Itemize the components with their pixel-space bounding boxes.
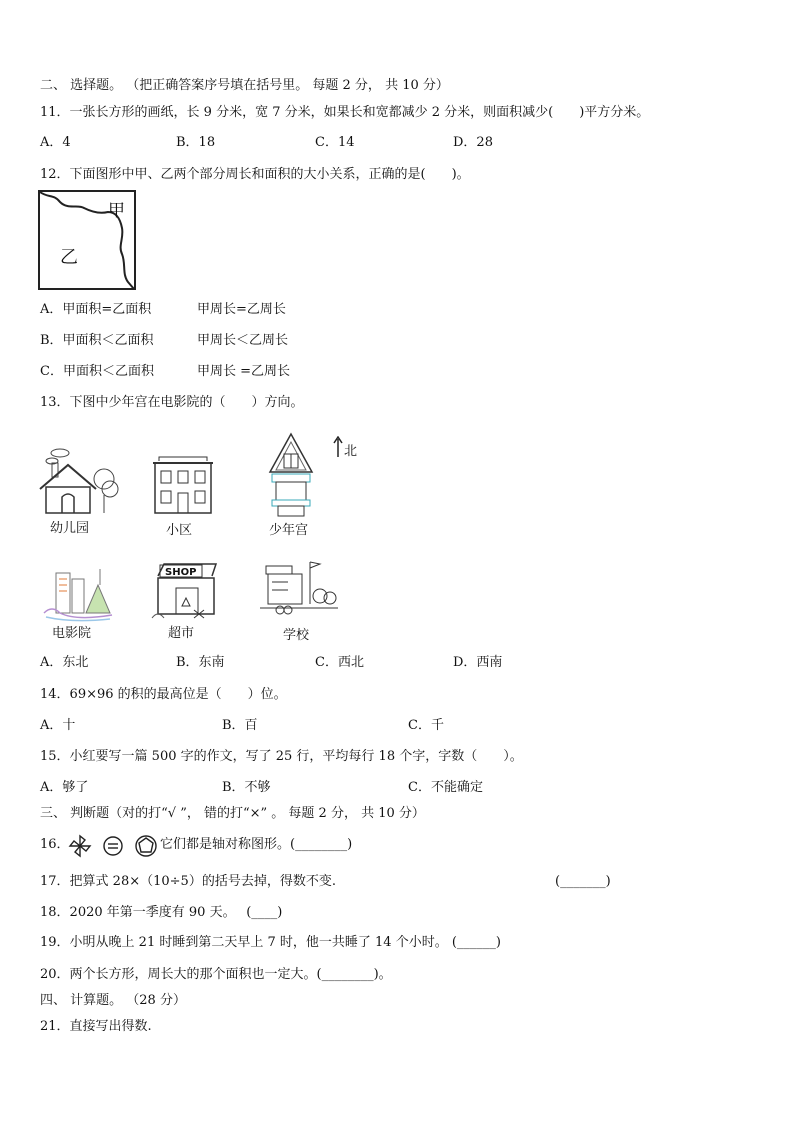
q15-option-a: A．够了	[40, 780, 89, 795]
q12-option-a-area: A．甲面积=乙面积	[40, 302, 152, 317]
circle-lines-icon	[104, 837, 122, 855]
q11-option-d: D．28	[453, 135, 493, 150]
cinema-icon	[42, 565, 114, 623]
section-4-title: 四、 计算题。 （28 分）	[40, 993, 186, 1008]
kindergarten-icon	[38, 445, 120, 515]
shop-sign: SHOP	[165, 567, 197, 578]
kindergarten-label: 幼儿园	[50, 521, 90, 536]
school-label: 学校	[283, 628, 310, 643]
youth-palace-label: 少年宫	[269, 523, 309, 538]
q14-option-c: C．千	[408, 718, 444, 733]
school-icon	[258, 558, 340, 616]
q11-option-a: A．4	[40, 135, 71, 150]
residential-icon	[153, 455, 213, 515]
q13-option-a: A．东北	[40, 655, 89, 670]
residential-label: 小区	[166, 523, 193, 538]
question-15: 15．小红要写一篇 500 字的作文，写了 25 行，平均每行 18 个字，字数（ ）。	[40, 749, 523, 764]
q12-option-b-perimeter: 甲周长＜乙周长	[197, 333, 289, 348]
cinema-label: 电影院	[52, 626, 92, 641]
q11-option-c: C．14	[315, 135, 355, 150]
question-20: 20．两个长方形，周长大的那个面积也一定大。(________)。	[40, 967, 392, 982]
scalloped-circle-icon	[136, 836, 156, 856]
question-12: 12．下面图形中甲、乙两个部分周长和面积的大小关系，正确的是( )。	[40, 167, 470, 182]
q14-option-b: B．百	[222, 718, 258, 733]
q12-option-a-perimeter: 甲周长=乙周长	[197, 302, 286, 317]
question-13: 13．下图中少年宫在电影院的（ ）方向。	[40, 395, 304, 410]
q12-option-c-perimeter: 甲周长 =乙周长	[197, 364, 291, 379]
q12-option-b-area: B．甲面积＜乙面积	[40, 333, 154, 348]
section-2-title: 二、 选择题。 （把正确答案序号填在括号里。 每题 2 分， 共 10 分）	[40, 78, 449, 93]
supermarket-icon	[150, 560, 222, 620]
q13-option-b: B．东南	[176, 655, 225, 670]
question-14: 14．69×96 的积的最高位是（ ）位。	[40, 687, 287, 702]
q12-figure	[38, 190, 138, 292]
question-17: 17．把算式 28×（10÷5）的括号去掉，得数不变.	[40, 874, 336, 889]
q12-option-c-area: C．甲面积＜乙面积	[40, 364, 154, 379]
question-18: 18．2020 年第一季度有 90 天。 (____)	[40, 905, 283, 920]
supermarket-label: 超市	[168, 626, 195, 641]
jia-label: 甲	[108, 201, 125, 221]
q15-option-c: C．不能确定	[408, 780, 483, 795]
q13-option-d: D．西南	[453, 655, 503, 670]
question-11: 11．一张长方形的画纸，长 9 分米，宽 7 分米，如果长和宽都减少 2 分米，则面积减少( )平方分米。	[40, 105, 650, 120]
q16-shapes	[68, 834, 160, 858]
q11-option-b: B．18	[176, 135, 216, 150]
q14-option-a: A．十	[40, 718, 76, 733]
question-16-number: 16．	[40, 837, 70, 852]
question-19: 19．小明从晚上 21 时睡到第二天早上 7 时，他一共睡了 14 个小时。 (______)	[40, 935, 501, 950]
yi-label: 乙	[60, 247, 78, 268]
q13-option-c: C．西北	[315, 655, 364, 670]
question-21: 21．直接写出得数.	[40, 1019, 152, 1034]
question-16-text: 它们都是轴对称图形。(________)	[160, 837, 353, 852]
youth-palace-icon	[266, 432, 316, 518]
q15-option-b: B．不够	[222, 780, 271, 795]
pinwheel-icon	[70, 836, 90, 856]
north-label: 北	[344, 444, 358, 459]
section-3-title: 三、 判断题（对的打“√ ”， 错的打“×” 。 每题 2 分， 共 10 分）	[40, 806, 425, 821]
north-arrow	[332, 436, 344, 458]
q17-blank[interactable]: (_______)	[555, 874, 611, 889]
